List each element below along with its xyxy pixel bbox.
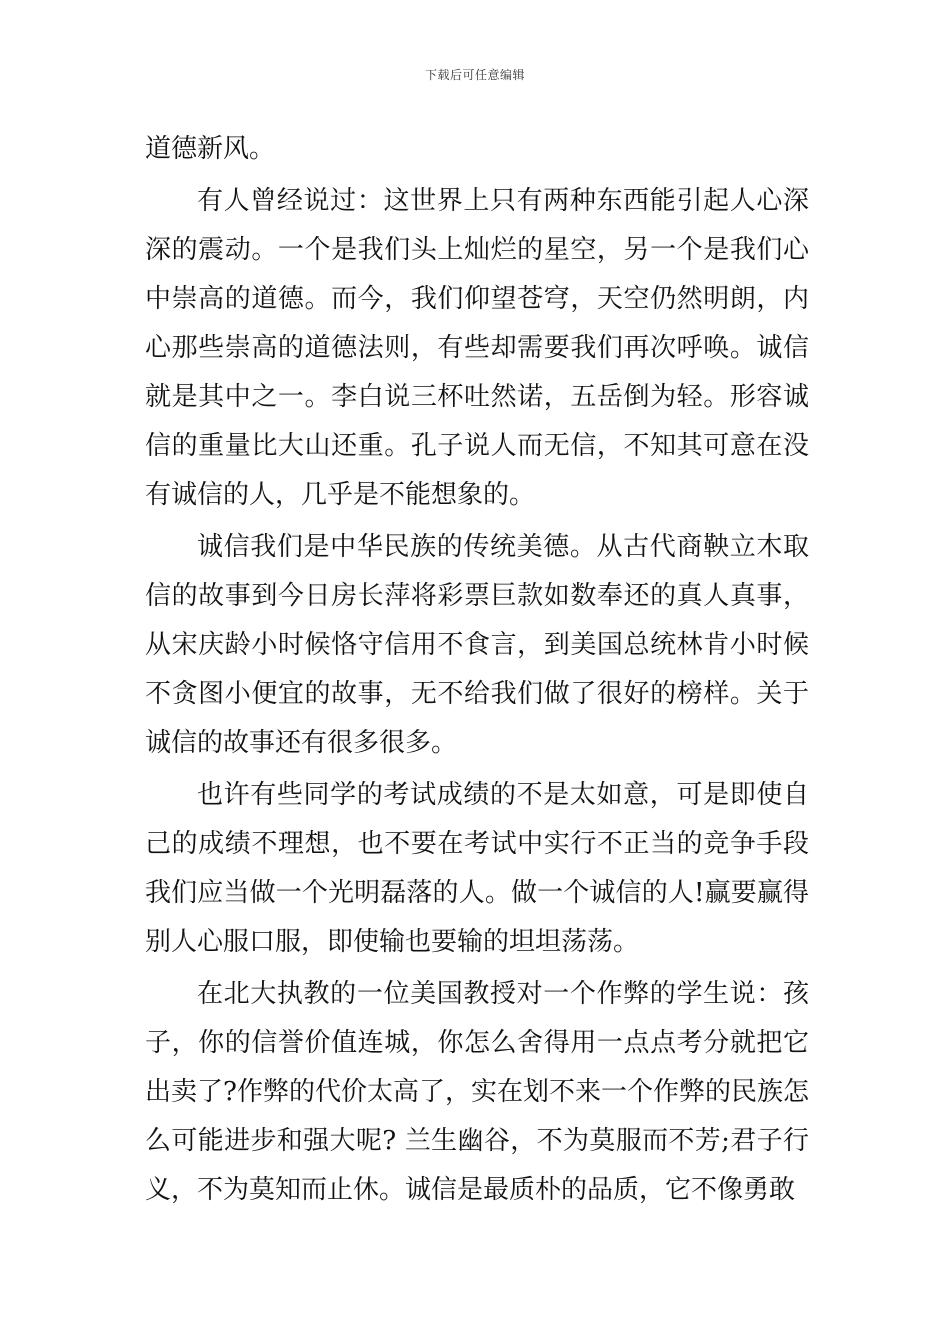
paragraph: 也许有些同学的考试成绩的不是太如意，可是即使自己的成绩不理想，也不要在考试中实行不正当的竞争手段我们应当做一个光明磊落的人。做一个诚信的人!赢要赢得别人心服口服，即使输也要输的坦坦荡荡。 xyxy=(145,780,809,957)
page-header: 下载后可任意编辑 xyxy=(424,68,525,82)
paragraph-continuation: 道德新风。 xyxy=(145,134,276,164)
paragraph: 诚信我们是中华民族的传统美德。从古代商鞅立木取信的故事到今日房长萍将彩票巨款如数奉还的真人真事，从宋庆龄小时候恪守信用不食言，到美国总统林肯小时候不贪图小便宜的故事，无不给我们做了很好的榜样。关于诚信的故事还有很多很多。 xyxy=(145,532,809,758)
paragraph: 有人曾经说过：这世界上只有两种东西能引起人心深深的震动。一个是我们头上灿烂的星空，另一个是我们心中崇高的道德。而今，我们仰望苍穹，天空仍然明朗，内心那些崇高的道德法则，有些却需要我们再次呼唤。诚信就是其中之一。李白说三杯吐然诺，五岳倒为轻。形容诚信的重量比大山还重。孔子说人而无信，不知其可意在没有诚信的人，几乎是不能想象的。 xyxy=(145,186,809,510)
document-body xyxy=(145,125,809,1218)
paragraph: 在北大执教的一位美国教授对一个作弊的学生说：孩子，你的信誉价值连城，你怎么舍得用一点点考分就把它出卖了?作弊的代价太高了，实在划不来一个作弊的民族怎么可能进步和强大呢? 兰生幽谷，不为莫服而不芳;君子行义，不为莫知而止休。诚信是最质朴的品质，它不像勇敢 xyxy=(145,979,809,1205)
